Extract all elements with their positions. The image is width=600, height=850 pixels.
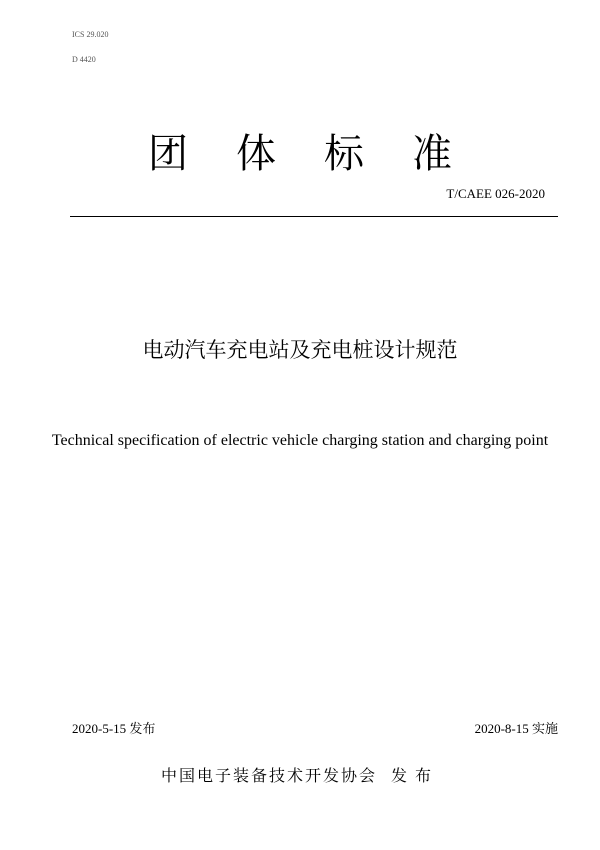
- doc-type-title: 团体标准: [148, 131, 500, 177]
- implement-date: 2020-8-15 实施: [474, 721, 558, 736]
- standard-code: T/CAEE 026-2020: [446, 186, 545, 201]
- organization: 中国电子装备技术开发协会: [160, 766, 377, 785]
- organization-line: [0, 763, 600, 786]
- chinese-title: 电动汽车充电站及充电桩设计规范: [142, 338, 458, 362]
- divider: [70, 216, 558, 217]
- publish-date: 2020-5-15 发布: [72, 721, 156, 736]
- publish-label: 发布: [391, 766, 440, 785]
- english-title: Technical specification of electric vehicle charging station and charging point: [51, 432, 549, 449]
- ics-code: ICS 29.020: [72, 30, 109, 39]
- ccs-code: D 4420: [72, 55, 96, 64]
